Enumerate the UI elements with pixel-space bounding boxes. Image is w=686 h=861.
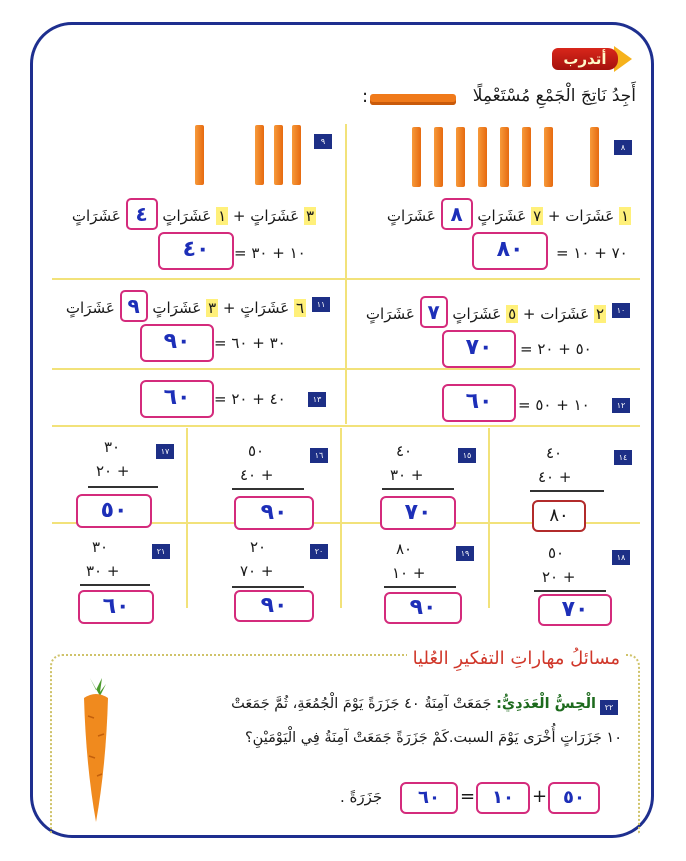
sum-answer-box[interactable]: ٦٠ bbox=[78, 590, 154, 624]
sum-line bbox=[382, 488, 454, 490]
problem-number: ٢١ bbox=[152, 544, 170, 559]
problem-number: ١١ bbox=[312, 297, 330, 312]
addend-bottom: ٤٠ + bbox=[240, 466, 274, 484]
addend-bottom: ٢٠ + bbox=[542, 568, 576, 586]
grid-divider bbox=[52, 368, 640, 370]
answer-box-addend-b[interactable]: ١٠ bbox=[476, 782, 530, 814]
addend-top: ٢٠ bbox=[250, 538, 267, 556]
tens-sentence: ٦ عَشَرَاتٍ + ٣ عَشَرَاتٍ ٩ عَشَرَاتٍ bbox=[66, 290, 306, 322]
answer-box-addend-a[interactable]: ٥٠ bbox=[548, 782, 600, 814]
problem-number: ٩ bbox=[314, 134, 332, 149]
sum-answer-box[interactable]: ٨٠ bbox=[532, 500, 586, 532]
sum-line bbox=[530, 490, 604, 492]
addend-bottom: ١٠ + bbox=[392, 564, 426, 582]
grid-divider bbox=[52, 425, 640, 427]
tens-answer-box[interactable]: ٩ bbox=[120, 290, 148, 322]
addend-top: ٣٠ bbox=[92, 538, 109, 556]
sum-answer-box[interactable]: ٦٠ bbox=[442, 384, 516, 422]
problem-number: ٢٢ bbox=[600, 700, 618, 715]
grid-divider bbox=[52, 278, 640, 280]
sum-answer-box[interactable]: ٧٠ bbox=[442, 330, 516, 368]
addend-bottom: ٢٠ + bbox=[96, 462, 130, 480]
problem-number: ٢٠ bbox=[310, 544, 328, 559]
sum-answer-box[interactable]: ٨٠ bbox=[472, 232, 548, 270]
sum-answer-box[interactable]: ٥٠ bbox=[76, 494, 152, 528]
problem-number: ١٧ bbox=[156, 444, 174, 459]
carrot-icon bbox=[76, 676, 116, 826]
addend-top: ٥٠ bbox=[248, 442, 265, 460]
tens-answer-box[interactable]: ٧ bbox=[420, 296, 448, 328]
ten-rod-icon bbox=[370, 94, 456, 105]
problem-number: ١٤ bbox=[614, 450, 632, 465]
sum-line bbox=[384, 586, 456, 588]
tens-sentence: ٢ عَشَرَات + ٥ عَشَرَاتٍ ٧ عَشَرَاتٍ bbox=[366, 296, 606, 328]
problem-number: ١٩ bbox=[456, 546, 474, 561]
problem-line: جَمَعَتْ آمِنَةُ ٤٠ جَزَرَةً يَوْمَ الْجُمُعَةِ، ثُمَّ جَمَعَتْ bbox=[231, 696, 492, 712]
problem-number: ١٦ bbox=[310, 448, 328, 463]
problem-text bbox=[231, 696, 596, 712]
sum-answer-box[interactable]: ٧٠ bbox=[380, 496, 456, 530]
train-badge bbox=[528, 44, 634, 74]
section-title: مسائلُ مهاراتِ التفكيرِ العُليا bbox=[407, 648, 626, 669]
problem-line: ١٠ جَزَرَاتٍ أُخْرَى يَوْمَ السبت.كَمْ جَزَرَةً جَمَعَتْ آمِنَةُ فِي الْيَوْمَيْنِ؟ bbox=[244, 730, 622, 746]
sum-line bbox=[88, 486, 158, 488]
sum-line bbox=[232, 488, 304, 490]
addend-top: ٤٠ bbox=[546, 444, 563, 462]
sum-line bbox=[232, 586, 304, 588]
problem-number: ١٥ bbox=[458, 448, 476, 463]
addend-top: ٣٠ bbox=[104, 438, 121, 456]
answer-box-sum[interactable]: ٦٠ bbox=[400, 782, 458, 814]
instruction-text: أَجِدُ نَاتِجَ الْجَمْعِ مُسْتَعْمِلًا bbox=[472, 86, 636, 106]
addend-top: ٨٠ bbox=[396, 540, 413, 558]
problem-number: ١٣ bbox=[308, 392, 326, 407]
sum-answer-box[interactable]: ٧٠ bbox=[538, 594, 612, 626]
addend-top: ٤٠ bbox=[396, 442, 413, 460]
sum-answer-box[interactable]: ٩٠ bbox=[140, 324, 214, 362]
addend-top: ٥٠ bbox=[548, 544, 565, 562]
grid-divider bbox=[488, 428, 490, 608]
addend-bottom: ٤٠ + bbox=[538, 468, 572, 486]
train-label: أتدرب bbox=[552, 48, 618, 70]
tens-sentence: ٣ عَشَرَاتٍ + ١ عَشَرَاتٍ ٤ عَشَرَاتٍ bbox=[72, 198, 316, 230]
sum-expression: = ٧٠ + ١٠ bbox=[556, 244, 628, 262]
addend-bottom: ٧٠ + bbox=[240, 562, 274, 580]
sum-expression: = ١٠ + ٥٠ bbox=[518, 396, 590, 414]
problem-number: ١٢ bbox=[612, 398, 630, 413]
sum-answer-box[interactable]: ٩٠ bbox=[384, 592, 462, 624]
unit-label: جَزَرَةً . bbox=[340, 788, 383, 806]
problem-label: الْحِسُّ الْعَدَدِيُّ: bbox=[496, 696, 596, 712]
addend-bottom: ٣٠ + bbox=[390, 466, 424, 484]
problem-number: ١٠ bbox=[612, 303, 630, 318]
sum-answer-box[interactable]: ٩٠ bbox=[234, 496, 314, 530]
sum-expression: = ٥٠ + ٢٠ bbox=[520, 340, 592, 358]
sum-answer-box[interactable]: ٤٠ bbox=[158, 232, 234, 270]
problem-number: ٨ bbox=[614, 140, 632, 155]
sum-line bbox=[80, 584, 150, 586]
problem-number: ١٨ bbox=[612, 550, 630, 565]
sum-expression: = ٤٠ + ٢٠ bbox=[214, 390, 286, 408]
addend-bottom: ٣٠ + bbox=[86, 562, 120, 580]
equals-sign: = bbox=[460, 786, 476, 807]
tens-answer-box[interactable]: ٤ bbox=[126, 198, 158, 230]
sum-expression: = ٣٠ + ٦٠ bbox=[214, 334, 286, 352]
sum-expression: = ١٠ + ٣٠ bbox=[234, 244, 306, 262]
sum-line bbox=[534, 590, 606, 592]
instruction-colon: : bbox=[362, 86, 369, 107]
plus-sign: + bbox=[532, 786, 548, 807]
tens-answer-box[interactable]: ٨ bbox=[441, 198, 473, 230]
sum-answer-box[interactable]: ٦٠ bbox=[140, 380, 214, 418]
sum-answer-box[interactable]: ٩٠ bbox=[234, 590, 314, 622]
grid-divider bbox=[340, 428, 342, 608]
grid-divider bbox=[345, 124, 347, 424]
tens-sentence: ١ عَشَرَات + ٧ عَشَرَاتٍ ٨ عَشَرَاتٍ bbox=[387, 198, 631, 230]
grid-divider bbox=[186, 428, 188, 608]
